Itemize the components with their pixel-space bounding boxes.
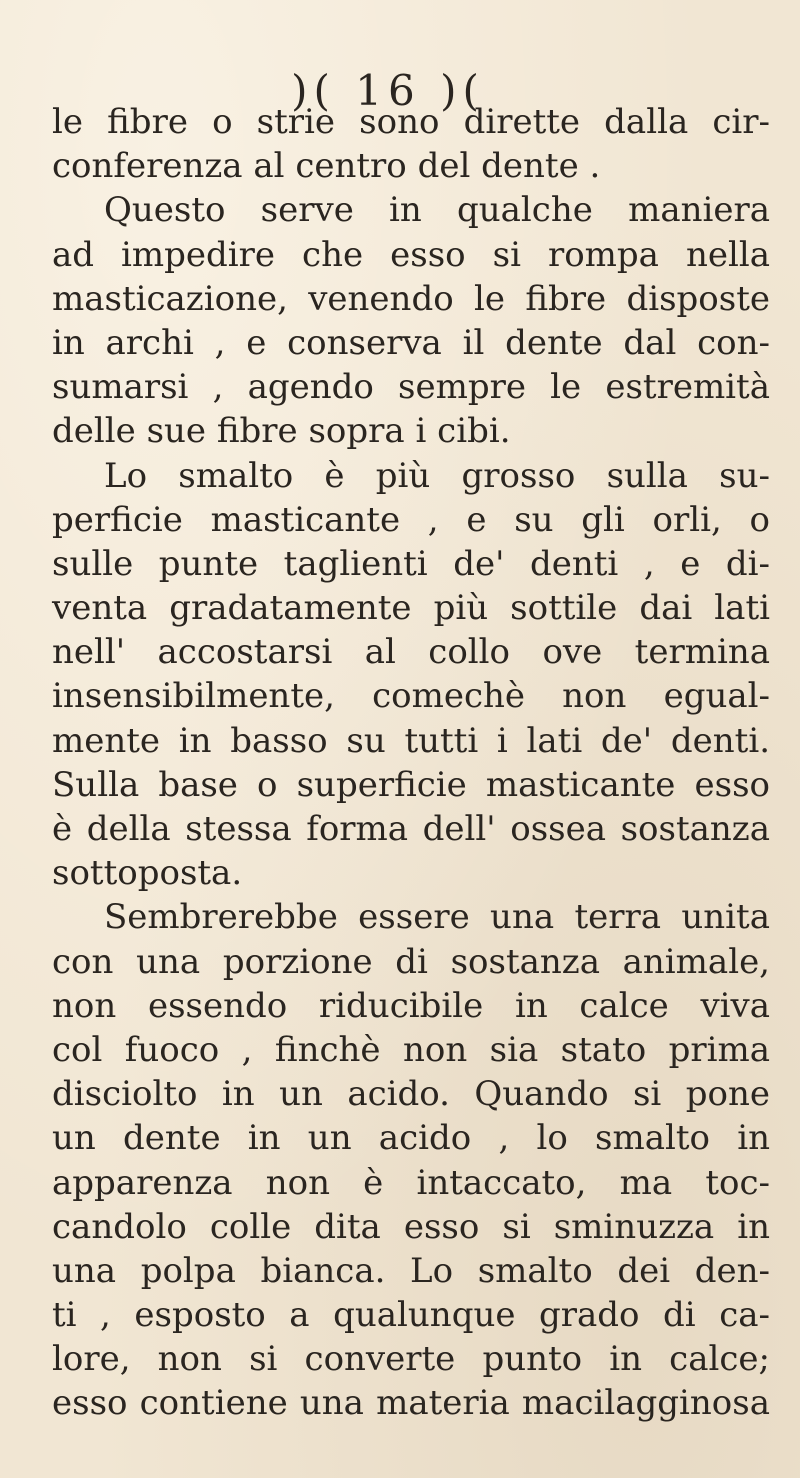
text-line: disciolto in un acido. Quando si pone	[52, 1074, 770, 1115]
text-line: è della stessa forma dell' ossea sostanza	[52, 809, 770, 849]
text-line: insensibilmente, comechè non egual-	[52, 676, 770, 717]
text-line: venta gradatamente più sottile dai lati	[52, 588, 770, 629]
text-line: un dente in un acido , lo smalto in	[52, 1118, 770, 1159]
text-line: non essendo riducibile in calce viva	[52, 985, 770, 1026]
text-line: sumarsi , agendo sempre le estremità	[52, 367, 770, 408]
text-line: lore, non si converte punto in calce;	[52, 1339, 770, 1380]
text-line: Sulla base o superficie masticante esso	[52, 764, 770, 805]
text-line: apparenza non è intaccato, ma toc-	[52, 1162, 770, 1203]
text-line: con una porzione di sostanza animale,	[52, 941, 770, 982]
text-line: sottoposta.	[52, 853, 243, 894]
header-ornament-right: )(	[440, 66, 485, 115]
header-ornament-left: )(	[291, 66, 336, 115]
text-line: conferenza al centro del dente .	[52, 146, 601, 187]
text-line: Sembrerebbe essere una terra unita	[104, 897, 770, 938]
page-number: 16	[355, 66, 421, 115]
text-line: esso contiene una materia macilagginosa	[52, 1383, 770, 1424]
text-line: una polpa bianca. Lo smalto dei den-	[52, 1250, 770, 1291]
text-line: candolo colle dita esso si sminuzza in	[52, 1206, 770, 1247]
text-line: sulle punte taglienti de' denti , e di-	[52, 543, 770, 584]
text-line: Questo serve in qualche maniera	[104, 190, 770, 231]
text-line: masticazione, venendo le fibre disposte	[52, 278, 770, 319]
text-line: perficie masticante , e su gli orli, o	[52, 499, 770, 540]
text-line: mente in basso su tutti i lati de' denti.	[52, 720, 770, 761]
text-line: delle sue fibre sopra i cibi.	[52, 411, 511, 452]
body-text	[52, 100, 770, 1426]
text-line: ad impedire che esso si rompa nella	[52, 234, 770, 275]
text-line: ti , esposto a qualunque grado di ca-	[52, 1295, 770, 1336]
text-line: in archi , e conserva il dente dal con-	[52, 322, 770, 363]
text-line: col fuoco , finchè non sia stato prima	[52, 1029, 770, 1070]
text-line: nell' accostarsi al collo ove termina	[52, 632, 770, 673]
text-line: Lo smalto è più grosso sulla su-	[104, 455, 770, 496]
text-line: le fibre o strie sono dirette dalla cir-	[52, 102, 770, 142]
